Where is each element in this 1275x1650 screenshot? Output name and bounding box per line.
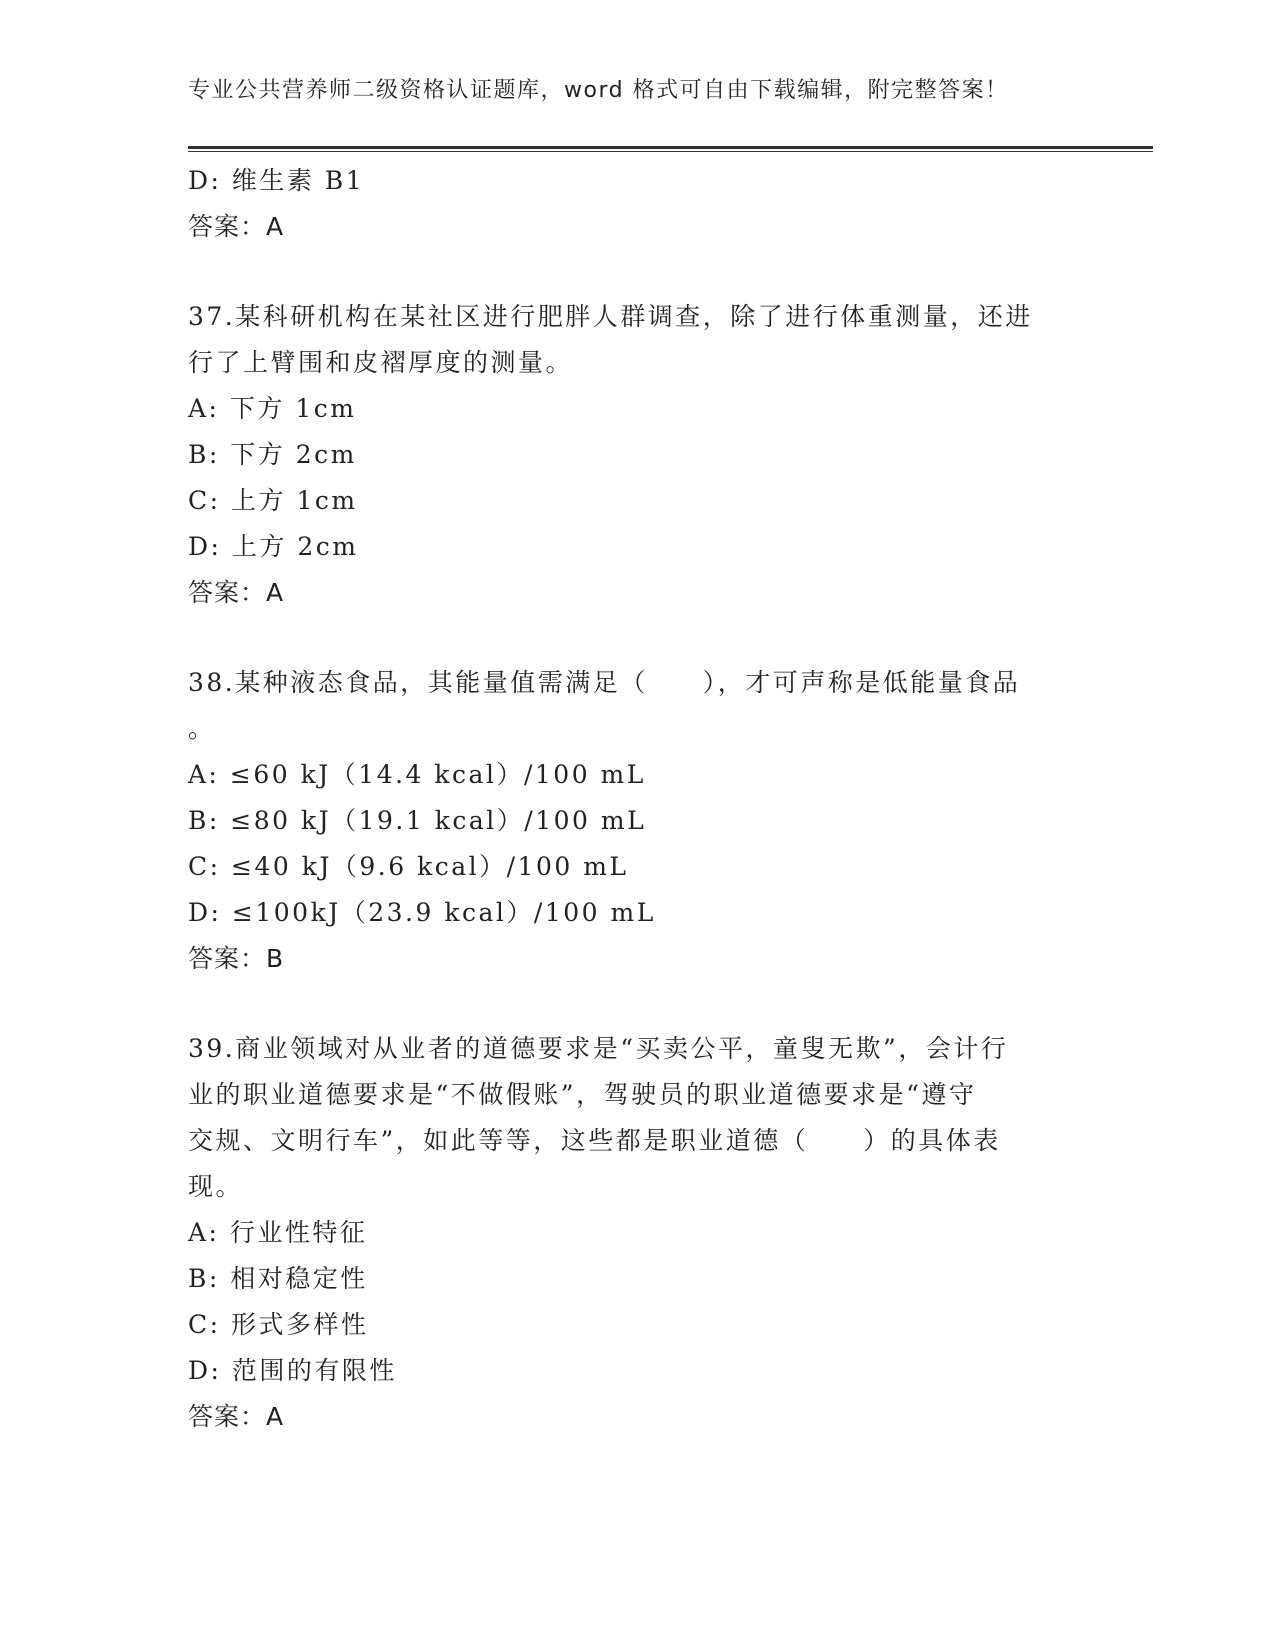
option-d: D: 范围的有限性	[188, 1356, 397, 1385]
answer-line: 答案：A	[188, 212, 285, 241]
option-a: A: 行业性特征	[188, 1218, 368, 1247]
option-b: B: ≤80 kJ（19.1 kcal）/100 mL	[188, 806, 647, 835]
option-d: D: 上方 2cm	[188, 532, 359, 561]
option-line: D: 维生素 B1	[188, 166, 365, 195]
question-text: 38.某种液态食品，其能量值需满足（ ），才可声称是低能量食品	[188, 668, 1021, 697]
question-block-38	[188, 660, 1088, 982]
question-text: 39.商业领域对从业者的道德要求是“买卖公平，童叟无欺”，会计行	[188, 1034, 1009, 1063]
option-a: A: 下方 1cm	[188, 394, 357, 423]
answer-line: 答案：B	[188, 944, 285, 973]
answer-line: 答案：A	[188, 578, 285, 607]
question-list	[188, 158, 1088, 1440]
option-d: D: ≤100kJ（23.9 kcal）/100 mL	[188, 898, 656, 927]
header-rule-thick	[188, 146, 1153, 149]
answer-line: 答案：A	[188, 1402, 285, 1431]
question-text: 37.某科研机构在某社区进行肥胖人群调查，除了进行体重测量，还进	[188, 302, 1033, 331]
option-b: B: 相对稳定性	[188, 1264, 368, 1293]
option-c: C: 上方 1cm	[188, 486, 358, 515]
spacer	[188, 616, 1088, 660]
page-header: 专业公共营养师二级资格认证题库，word 格式可自由下载编辑，附完整答案！	[188, 78, 1009, 103]
question-text: 行了上臂围和皮褶厚度的测量。	[188, 348, 574, 377]
option-c: C: 形式多样性	[188, 1310, 369, 1339]
spacer	[188, 250, 1088, 294]
question-text: 业的职业道德要求是“不做假账”，驾驶员的职业道德要求是“遵守	[188, 1080, 977, 1109]
question-text: 。	[188, 714, 216, 743]
option-b: B: 下方 2cm	[188, 440, 357, 469]
header-rule-thin	[188, 151, 1153, 152]
question-text: 交规、文明行车”，如此等等，这些都是职业道德（ ）的具体表	[188, 1126, 1001, 1155]
question-block-37	[188, 294, 1088, 616]
option-c: C: ≤40 kJ（9.6 kcal）/100 mL	[188, 852, 629, 881]
question-block-36-tail	[188, 158, 1088, 250]
spacer	[188, 982, 1088, 1026]
question-block-39	[188, 1026, 1088, 1440]
question-text: 现。	[188, 1172, 244, 1201]
option-a: A: ≤60 kJ（14.4 kcal）/100 mL	[188, 760, 646, 789]
